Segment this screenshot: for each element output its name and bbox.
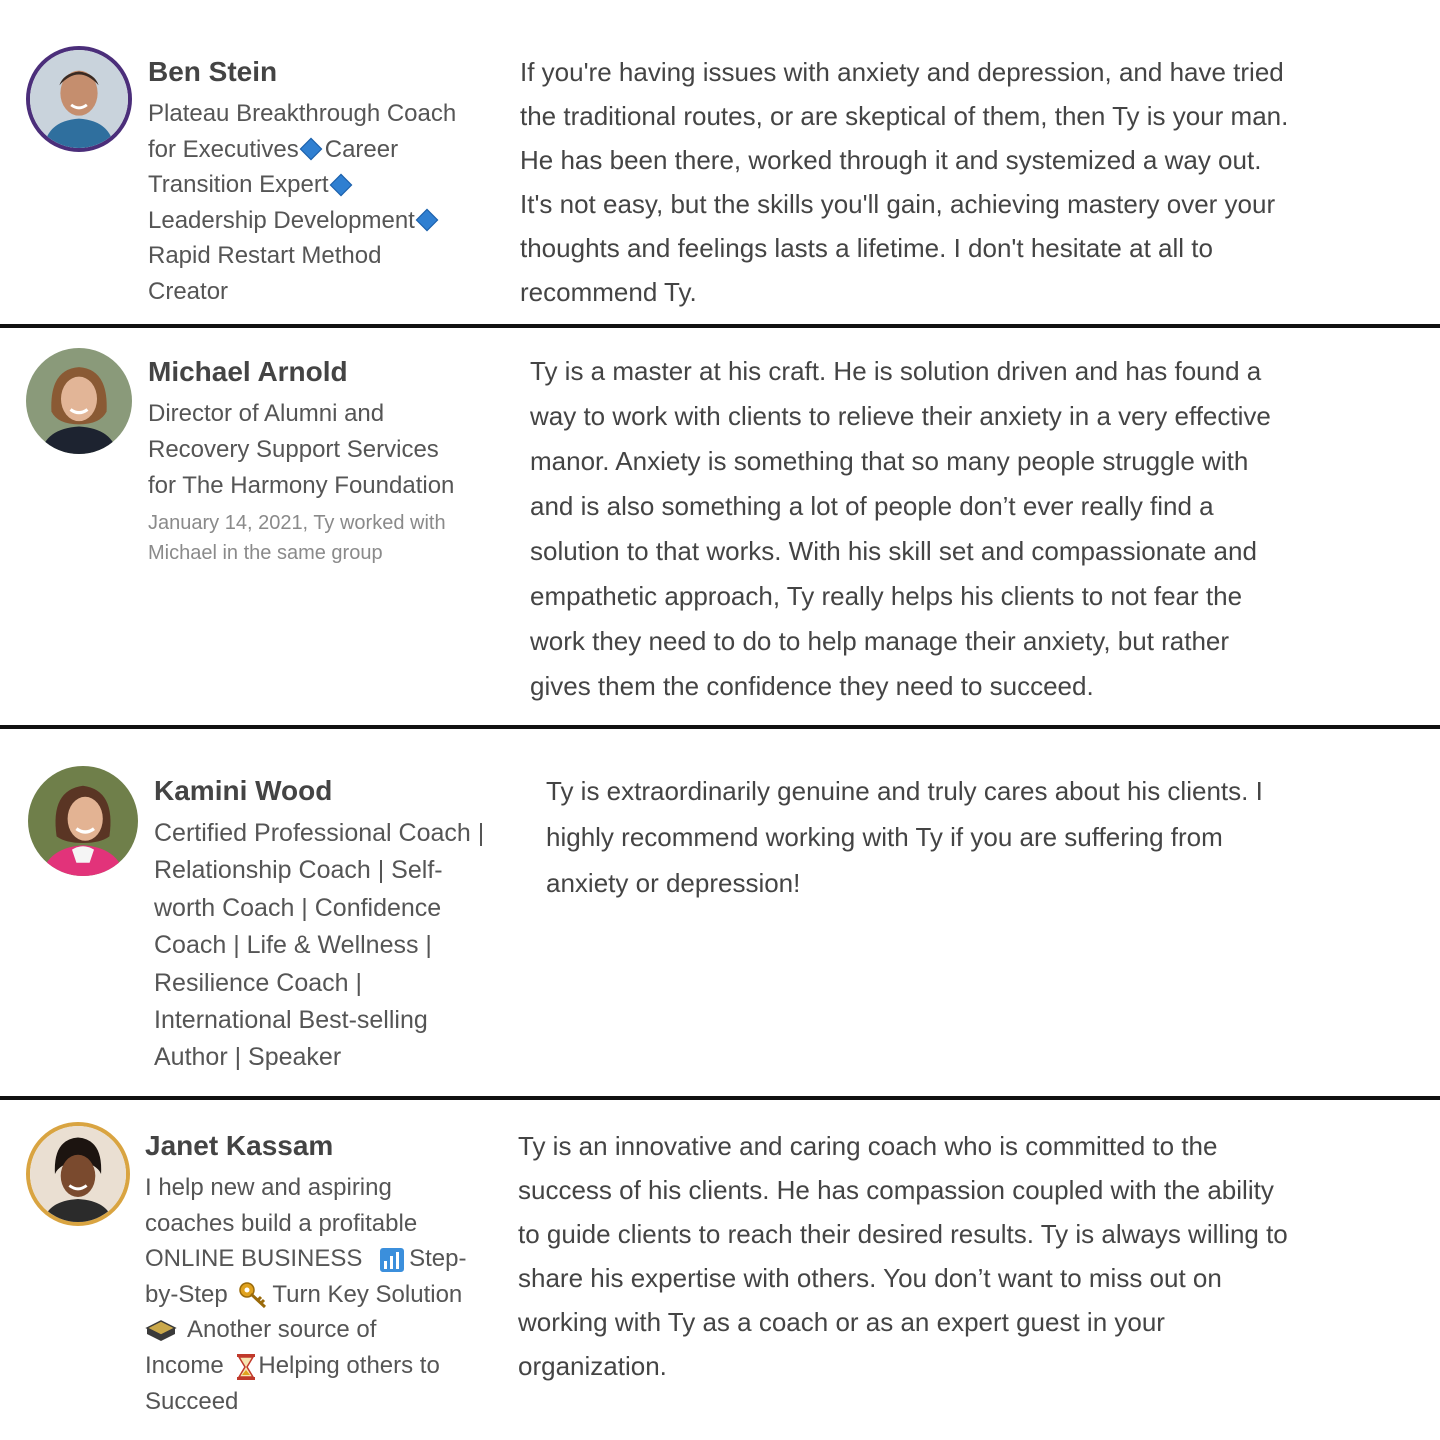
recommendation-text bbox=[546, 768, 1263, 906]
text-line: If you're having issues with anxiety and depression, and have tried bbox=[520, 57, 1284, 87]
recommendation-text bbox=[520, 50, 1288, 314]
person-photo-icon bbox=[30, 50, 128, 148]
text-line: work they need to do to help manage their anxiety, but rather bbox=[530, 626, 1230, 656]
text-line: success of his clients. He has compassion coupled with the ability bbox=[518, 1175, 1274, 1205]
headline-line: Another source of bbox=[145, 1312, 466, 1348]
headline-line: worth Coach | Confidence bbox=[154, 893, 442, 922]
headline-line: Resilience Coach | bbox=[154, 968, 362, 997]
headline-line: International Best-selling bbox=[154, 1006, 428, 1035]
recommender-headline bbox=[145, 1170, 466, 1419]
text-line: Ty is a master at his craft. He is solution driven and has found a bbox=[530, 356, 1262, 386]
headline-line: Leadership Development bbox=[148, 203, 456, 239]
headline-line: Coach | Life & Wellness | bbox=[154, 931, 432, 960]
meta-line: Michael in the same group bbox=[148, 542, 383, 564]
person-photo-icon bbox=[26, 348, 132, 454]
headline-line: Succeed bbox=[145, 1387, 239, 1415]
recommender-name[interactable]: Michael Arnold bbox=[148, 356, 348, 387]
text-line: gives them the confidence they need to succeed. bbox=[530, 671, 1094, 701]
meta-line: January 14, 2021, Ty worked with bbox=[148, 512, 446, 534]
recommender-name[interactable]: Janet Kassam bbox=[145, 1130, 334, 1161]
headline-line: Income Helping others to bbox=[145, 1351, 440, 1379]
text-line: the traditional routes, or are skeptical of them, then Ty is your man. bbox=[520, 101, 1289, 131]
recommendation-text bbox=[518, 1124, 1288, 1388]
blue-diamond-icon bbox=[416, 209, 439, 232]
text-line: recommend Ty. bbox=[520, 277, 697, 307]
recommendation-card-michael-arnold bbox=[0, 328, 1440, 726]
text-line: highly recommend working with Ty if you are suffering from bbox=[546, 822, 1223, 852]
key-icon bbox=[238, 1281, 268, 1309]
recommender-headline bbox=[148, 396, 454, 504]
recommendation-card-ben-stein bbox=[0, 0, 1440, 326]
person-photo-icon bbox=[28, 766, 138, 876]
blue-diamond-icon bbox=[299, 138, 322, 161]
recommendation-text bbox=[530, 349, 1271, 709]
headline-line: for Executives Career bbox=[148, 135, 399, 163]
text-line: Ty is an innovative and caring coach who is committed to the bbox=[518, 1131, 1218, 1161]
text-line: working with Ty as a coach or as an expert guest in your bbox=[518, 1307, 1165, 1337]
headline-line: Transition Expert bbox=[148, 167, 456, 203]
blue-diamond-icon bbox=[329, 174, 352, 197]
recommendation-card-kamini-wood bbox=[0, 729, 1440, 1097]
text-line: thoughts and feelings lasts a lifetime. I don't hesitate at all to bbox=[520, 233, 1213, 263]
text-line: anxiety or depression! bbox=[546, 868, 801, 898]
text-line: empathetic approach, Ty really helps his clients to not fear the bbox=[530, 581, 1243, 611]
headline-line: Author | Speaker bbox=[154, 1043, 342, 1072]
headline-line: Recovery Support Services bbox=[148, 436, 439, 463]
text-line: and is also something a lot of people don’t ever really find a bbox=[530, 491, 1214, 521]
money-bag-icon bbox=[145, 1318, 177, 1344]
text-line: share his expertise with others. You don’t want to miss out on bbox=[518, 1263, 1222, 1293]
bar-chart-icon bbox=[379, 1247, 405, 1273]
hourglass-icon bbox=[236, 1353, 256, 1381]
headline-line: for The Harmony Foundation bbox=[148, 472, 455, 499]
recommender-name[interactable]: Ben Stein bbox=[148, 56, 278, 87]
headline-line: I help new and aspiring bbox=[145, 1174, 392, 1201]
avatar-michael-arnold[interactable] bbox=[26, 348, 132, 454]
avatar-ben-stein[interactable] bbox=[26, 46, 132, 152]
person-photo-icon bbox=[30, 1126, 126, 1222]
text-line: It's not easy, but the skills you'll gain, achieving mastery over your bbox=[520, 189, 1276, 219]
recommendation-meta bbox=[148, 508, 446, 568]
text-line: organization. bbox=[518, 1351, 667, 1381]
recommender-headline bbox=[148, 96, 456, 310]
headline-line: Rapid Restart Method bbox=[148, 242, 382, 270]
text-line: Ty is extraordinarily genuine and truly cares about his clients. I bbox=[546, 776, 1263, 806]
headline-line: coaches build a profitable bbox=[145, 1209, 418, 1237]
text-line: to guide clients to reach their desired results. Ty is always willing to bbox=[518, 1219, 1288, 1249]
headline-line: Certified Professional Coach | bbox=[154, 819, 485, 847]
recommender-headline bbox=[154, 815, 484, 1077]
headline-line: by-Step Turn Key Solution bbox=[145, 1280, 463, 1308]
text-line: manor. Anxiety is something that so many people struggle with bbox=[530, 446, 1249, 476]
recommender-name[interactable]: Kamini Wood bbox=[154, 775, 333, 806]
text-line: He has been there, worked through it and systemized a way out. bbox=[520, 145, 1262, 175]
headline-line: ONLINE BUSINESS Step- bbox=[145, 1245, 467, 1273]
avatar-janet-kassam[interactable] bbox=[26, 1122, 130, 1226]
headline-line: Relationship Coach | Self- bbox=[154, 856, 443, 885]
text-line: solution to that works. With his skill set and compassionate and bbox=[530, 536, 1257, 566]
headline-line: Plateau Breakthrough Coach bbox=[148, 100, 457, 127]
headline-line: Creator bbox=[148, 277, 229, 305]
text-line: way to work with clients to relieve their anxiety in a very effective bbox=[530, 401, 1271, 431]
headline-line: Director of Alumni and bbox=[148, 400, 385, 427]
recommendation-card-janet-kassam bbox=[0, 1100, 1440, 1440]
avatar-kamini-wood[interactable] bbox=[28, 766, 138, 876]
